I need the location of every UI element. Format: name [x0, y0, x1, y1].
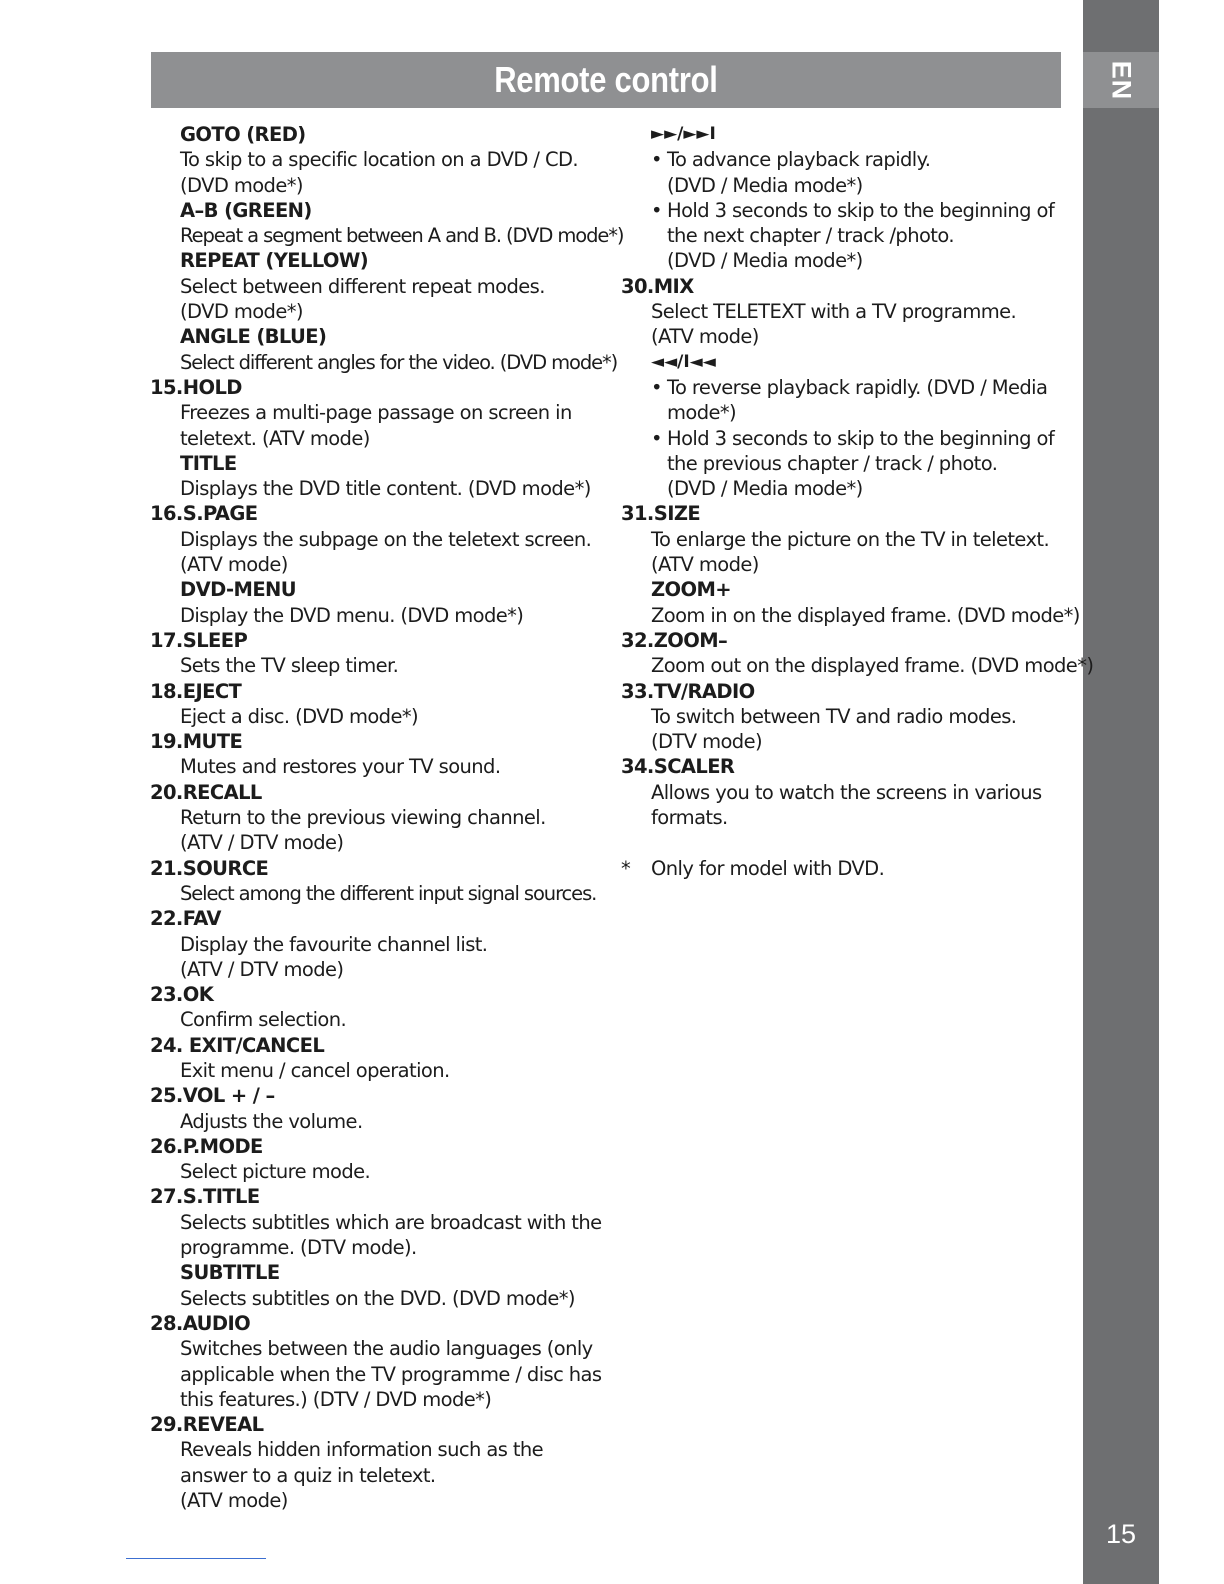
- description-line: this features.) (DTV / DVD mode*): [180, 1387, 492, 1411]
- description-line: answer to a quiz in teletext.: [180, 1463, 436, 1487]
- description-line: Return to the previous viewing channel.: [180, 806, 546, 830]
- bullet-dot-icon: •: [651, 198, 662, 222]
- description-line: Selects subtitles on the DVD. (DVD mode*): [180, 1286, 575, 1310]
- description-line: Exit menu / cancel operation.: [180, 1058, 450, 1082]
- item-heading: 24. EXIT/CANCEL: [150, 1033, 325, 1057]
- description-line: (DTV mode): [651, 730, 762, 754]
- item-heading: 16.S.PAGE: [150, 502, 258, 526]
- sub-heading: A–B (GREEN): [180, 198, 312, 222]
- spacer: [621, 830, 1071, 855]
- item-heading: 26.P.MODE: [150, 1134, 263, 1158]
- item-heading: 28.AUDIO: [150, 1311, 251, 1335]
- sub-heading: ANGLE (BLUE): [180, 325, 327, 349]
- item-heading: 34.SCALER: [621, 755, 735, 779]
- sub-heading: REPEAT (YELLOW): [180, 249, 369, 273]
- description-line: Select among the different input signal sources.: [180, 881, 597, 905]
- description-line: Repeat a segment between A and B. (DVD mode*): [180, 224, 624, 248]
- bullet-item: [621, 147, 1071, 172]
- description-line: Select between different repeat modes.: [180, 274, 545, 298]
- description-line: Freezes a multi-page passage on screen in: [180, 401, 572, 425]
- bullet-item: [621, 375, 1071, 400]
- sidebar-strip: [1083, 0, 1159, 1584]
- description-line: Display the favourite channel list.: [180, 932, 488, 956]
- description-line: Display the DVD menu. (DVD mode*): [180, 603, 524, 627]
- description-line: (ATV mode): [180, 1489, 288, 1513]
- description-line: Switches between the audio languages (only: [180, 1337, 593, 1361]
- bullet-continuation: the previous chapter / track / photo.: [667, 451, 998, 475]
- right-column: [621, 122, 1094, 881]
- description-line: (DVD mode*): [180, 300, 303, 324]
- bullet-dot-icon: •: [651, 375, 662, 399]
- item-heading: 17.SLEEP: [150, 628, 248, 652]
- description-line: Select picture mode.: [180, 1160, 371, 1184]
- item-heading: 32.ZOOM–: [621, 628, 728, 652]
- item-heading: 19.MUTE: [150, 730, 243, 754]
- description-line: Adjusts the volume.: [180, 1109, 363, 1133]
- description-line: To enlarge the picture on the TV in teletext.: [651, 527, 1050, 551]
- button-symbol: ►►/►►I: [651, 124, 716, 144]
- bullet-continuation: (DVD / Media mode*): [667, 249, 863, 273]
- description-line: To switch between TV and radio modes.: [651, 704, 1017, 728]
- description-line: Select different angles for the video. (DVD mode*): [180, 350, 618, 374]
- description-line: Displays the DVD title content. (DVD mode*): [180, 477, 591, 501]
- sub-heading: TITLE: [180, 451, 237, 475]
- sub-heading: SUBTITLE: [180, 1261, 280, 1285]
- description-line: (ATV / DTV mode): [180, 831, 344, 855]
- description-line: (ATV mode): [651, 325, 759, 349]
- bullet-text: Hold 3 seconds to skip to the beginning of: [667, 426, 1055, 450]
- bullet-continuation: the next chapter / track /photo.: [667, 224, 954, 248]
- description-line: Select TELETEXT with a TV programme.: [651, 300, 1017, 324]
- bullet-dot-icon: •: [651, 426, 662, 450]
- item-heading: 33.TV/RADIO: [621, 679, 755, 703]
- description-line: Reveals hidden information such as the: [180, 1438, 544, 1462]
- bullet-item: [621, 198, 1071, 223]
- item-heading: 25.VOL + / –: [150, 1084, 275, 1108]
- description-line: Zoom in on the displayed frame. (DVD mode*): [651, 603, 1080, 627]
- item-heading: 15.HOLD: [150, 375, 242, 399]
- sub-heading: DVD-MENU: [180, 578, 296, 602]
- bullet-text: Hold 3 seconds to skip to the beginning of: [667, 198, 1055, 222]
- description-line: Confirm selection.: [180, 1008, 347, 1032]
- left-column: [150, 122, 624, 1513]
- button-symbol: ◄◄/I◄◄: [651, 351, 716, 372]
- page-number: 15: [1105, 1519, 1137, 1549]
- description-line: (DVD mode*): [180, 173, 303, 197]
- item-heading: 27.S.TITLE: [150, 1185, 260, 1209]
- footer-rule: [126, 1558, 266, 1559]
- description-line: Zoom out on the displayed frame. (DVD mode*): [651, 654, 1094, 678]
- description-line: applicable when the TV programme / disc has: [180, 1362, 602, 1386]
- description-line: Eject a disc. (DVD mode*): [180, 704, 419, 728]
- bullet-continuation: (DVD / Media mode*): [667, 173, 863, 197]
- bullet-text: To advance playback rapidly.: [667, 148, 931, 172]
- description-line: Displays the subpage on the teletext screen.: [180, 527, 592, 551]
- item-heading: 20.RECALL: [150, 780, 262, 804]
- description-line: (ATV mode): [651, 553, 759, 577]
- description-line: teletext. (ATV mode): [180, 426, 370, 450]
- bullet-dot-icon: •: [651, 148, 662, 172]
- item-heading: 21.SOURCE: [150, 856, 269, 880]
- sub-heading: GOTO (RED): [180, 123, 306, 146]
- item-heading: 22.FAV: [150, 907, 221, 931]
- description-line: (ATV mode): [180, 553, 288, 577]
- bullet-continuation: mode*): [667, 401, 737, 425]
- footnote-text: Only for model with DVD.: [651, 856, 885, 880]
- description-line: formats.: [651, 806, 728, 830]
- sub-heading: ZOOM+: [651, 578, 732, 602]
- footnote: [621, 856, 1071, 881]
- bullet-text: To reverse playback rapidly. (DVD / Media: [667, 375, 1048, 399]
- description-line: programme. (DTV mode).: [180, 1236, 417, 1260]
- language-tab: [1083, 52, 1159, 108]
- description-line: Sets the TV sleep timer.: [180, 654, 399, 678]
- language-label: EN: [1106, 60, 1137, 100]
- description-line: Allows you to watch the screens in various: [651, 780, 1042, 804]
- description-line: (ATV / DTV mode): [180, 957, 344, 981]
- bullet-continuation: (DVD / Media mode*): [667, 477, 863, 501]
- description-line: Selects subtitles which are broadcast with the: [180, 1210, 602, 1234]
- description-line: Mutes and restores your TV sound.: [180, 755, 501, 779]
- footnote-marker: *: [621, 856, 631, 880]
- section-header: [151, 52, 1061, 108]
- description-line: To skip to a specific location on a DVD / CD.: [180, 148, 579, 172]
- page-title: Remote control: [494, 59, 718, 100]
- item-heading: 18.EJECT: [150, 679, 242, 703]
- item-heading: 23.OK: [150, 983, 214, 1007]
- item-heading: 30.MIX: [621, 274, 694, 298]
- bullet-item: [621, 426, 1071, 451]
- item-heading: 31.SIZE: [621, 502, 701, 526]
- item-heading: 29.REVEAL: [150, 1413, 264, 1437]
